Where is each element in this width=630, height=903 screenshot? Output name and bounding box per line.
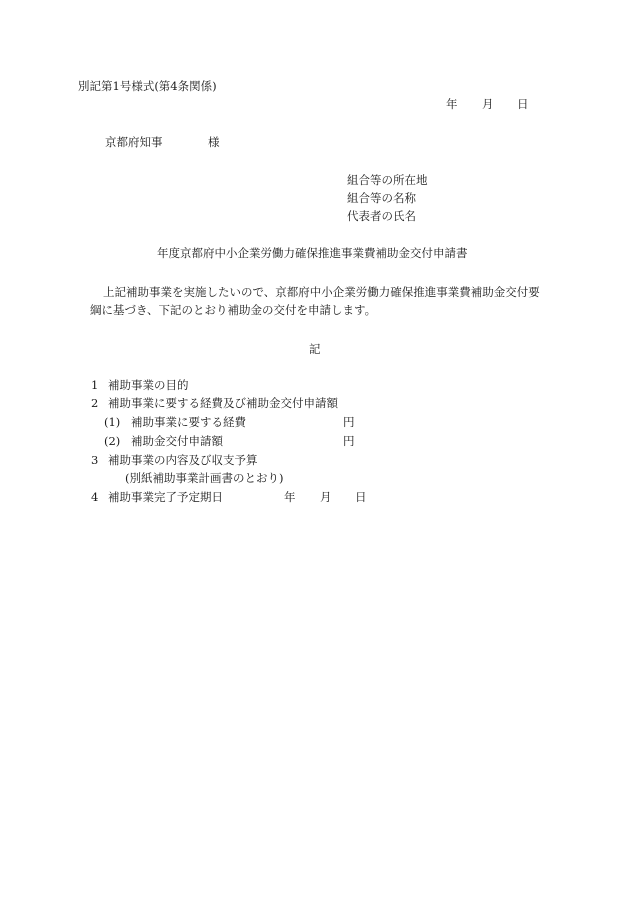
item-2-number: 2 <box>91 396 99 410</box>
applicant-name-label: 組合等の名称 <box>347 191 416 205</box>
item-4-day: 日 <box>355 490 367 504</box>
body-line-2: 綱に基づき、下記のとおり補助金の交付を申請します。 <box>90 303 377 317</box>
item-4-number: 4 <box>91 490 99 504</box>
date-day: 日 <box>517 97 529 111</box>
item-3-note: (別紙補助事業計画書のとおり) <box>125 471 284 485</box>
item-1-number: 1 <box>91 378 99 392</box>
item-2-label: 補助事業に要する経費及び補助金交付申請額 <box>108 396 338 410</box>
applicant-representative-label: 代表者の氏名 <box>347 209 416 223</box>
item-3-label: 補助事業の内容及び収支予算 <box>108 453 258 467</box>
item-2-sub-2-label: 補助金交付申請額 <box>131 434 223 448</box>
date-month: 月 <box>482 97 494 111</box>
item-4-label: 補助事業完了予定期日 <box>108 490 223 504</box>
addressee-name: 京都府知事 <box>105 135 163 149</box>
item-4-year: 年 <box>284 490 296 504</box>
item-4-month: 月 <box>320 490 332 504</box>
form-label: 別記第1号様式(第4条関係) <box>78 79 217 93</box>
applicant-location-label: 組合等の所在地 <box>347 173 428 187</box>
item-3-number: 3 <box>91 453 99 467</box>
ki-heading: 記 <box>309 342 321 356</box>
item-2-sub-1-label: 補助事業に要する経費 <box>131 415 246 429</box>
date-year: 年 <box>446 97 458 111</box>
document-title: 年度京都府中小企業労働力確保推進事業費補助金交付申請書 <box>157 246 468 260</box>
item-2-sub-1-unit: 円 <box>343 415 355 429</box>
item-2-sub-2-number: (2) <box>104 434 121 448</box>
item-2-sub-2-unit: 円 <box>343 434 355 448</box>
item-2-sub-1-number: (1) <box>104 415 121 429</box>
item-1-label: 補助事業の目的 <box>108 378 189 392</box>
body-line-1: 上記補助事業を実施したいので、京都府中小企業労働力確保推進事業費補助金交付要 <box>103 285 540 299</box>
addressee-honorific: 様 <box>208 135 220 149</box>
